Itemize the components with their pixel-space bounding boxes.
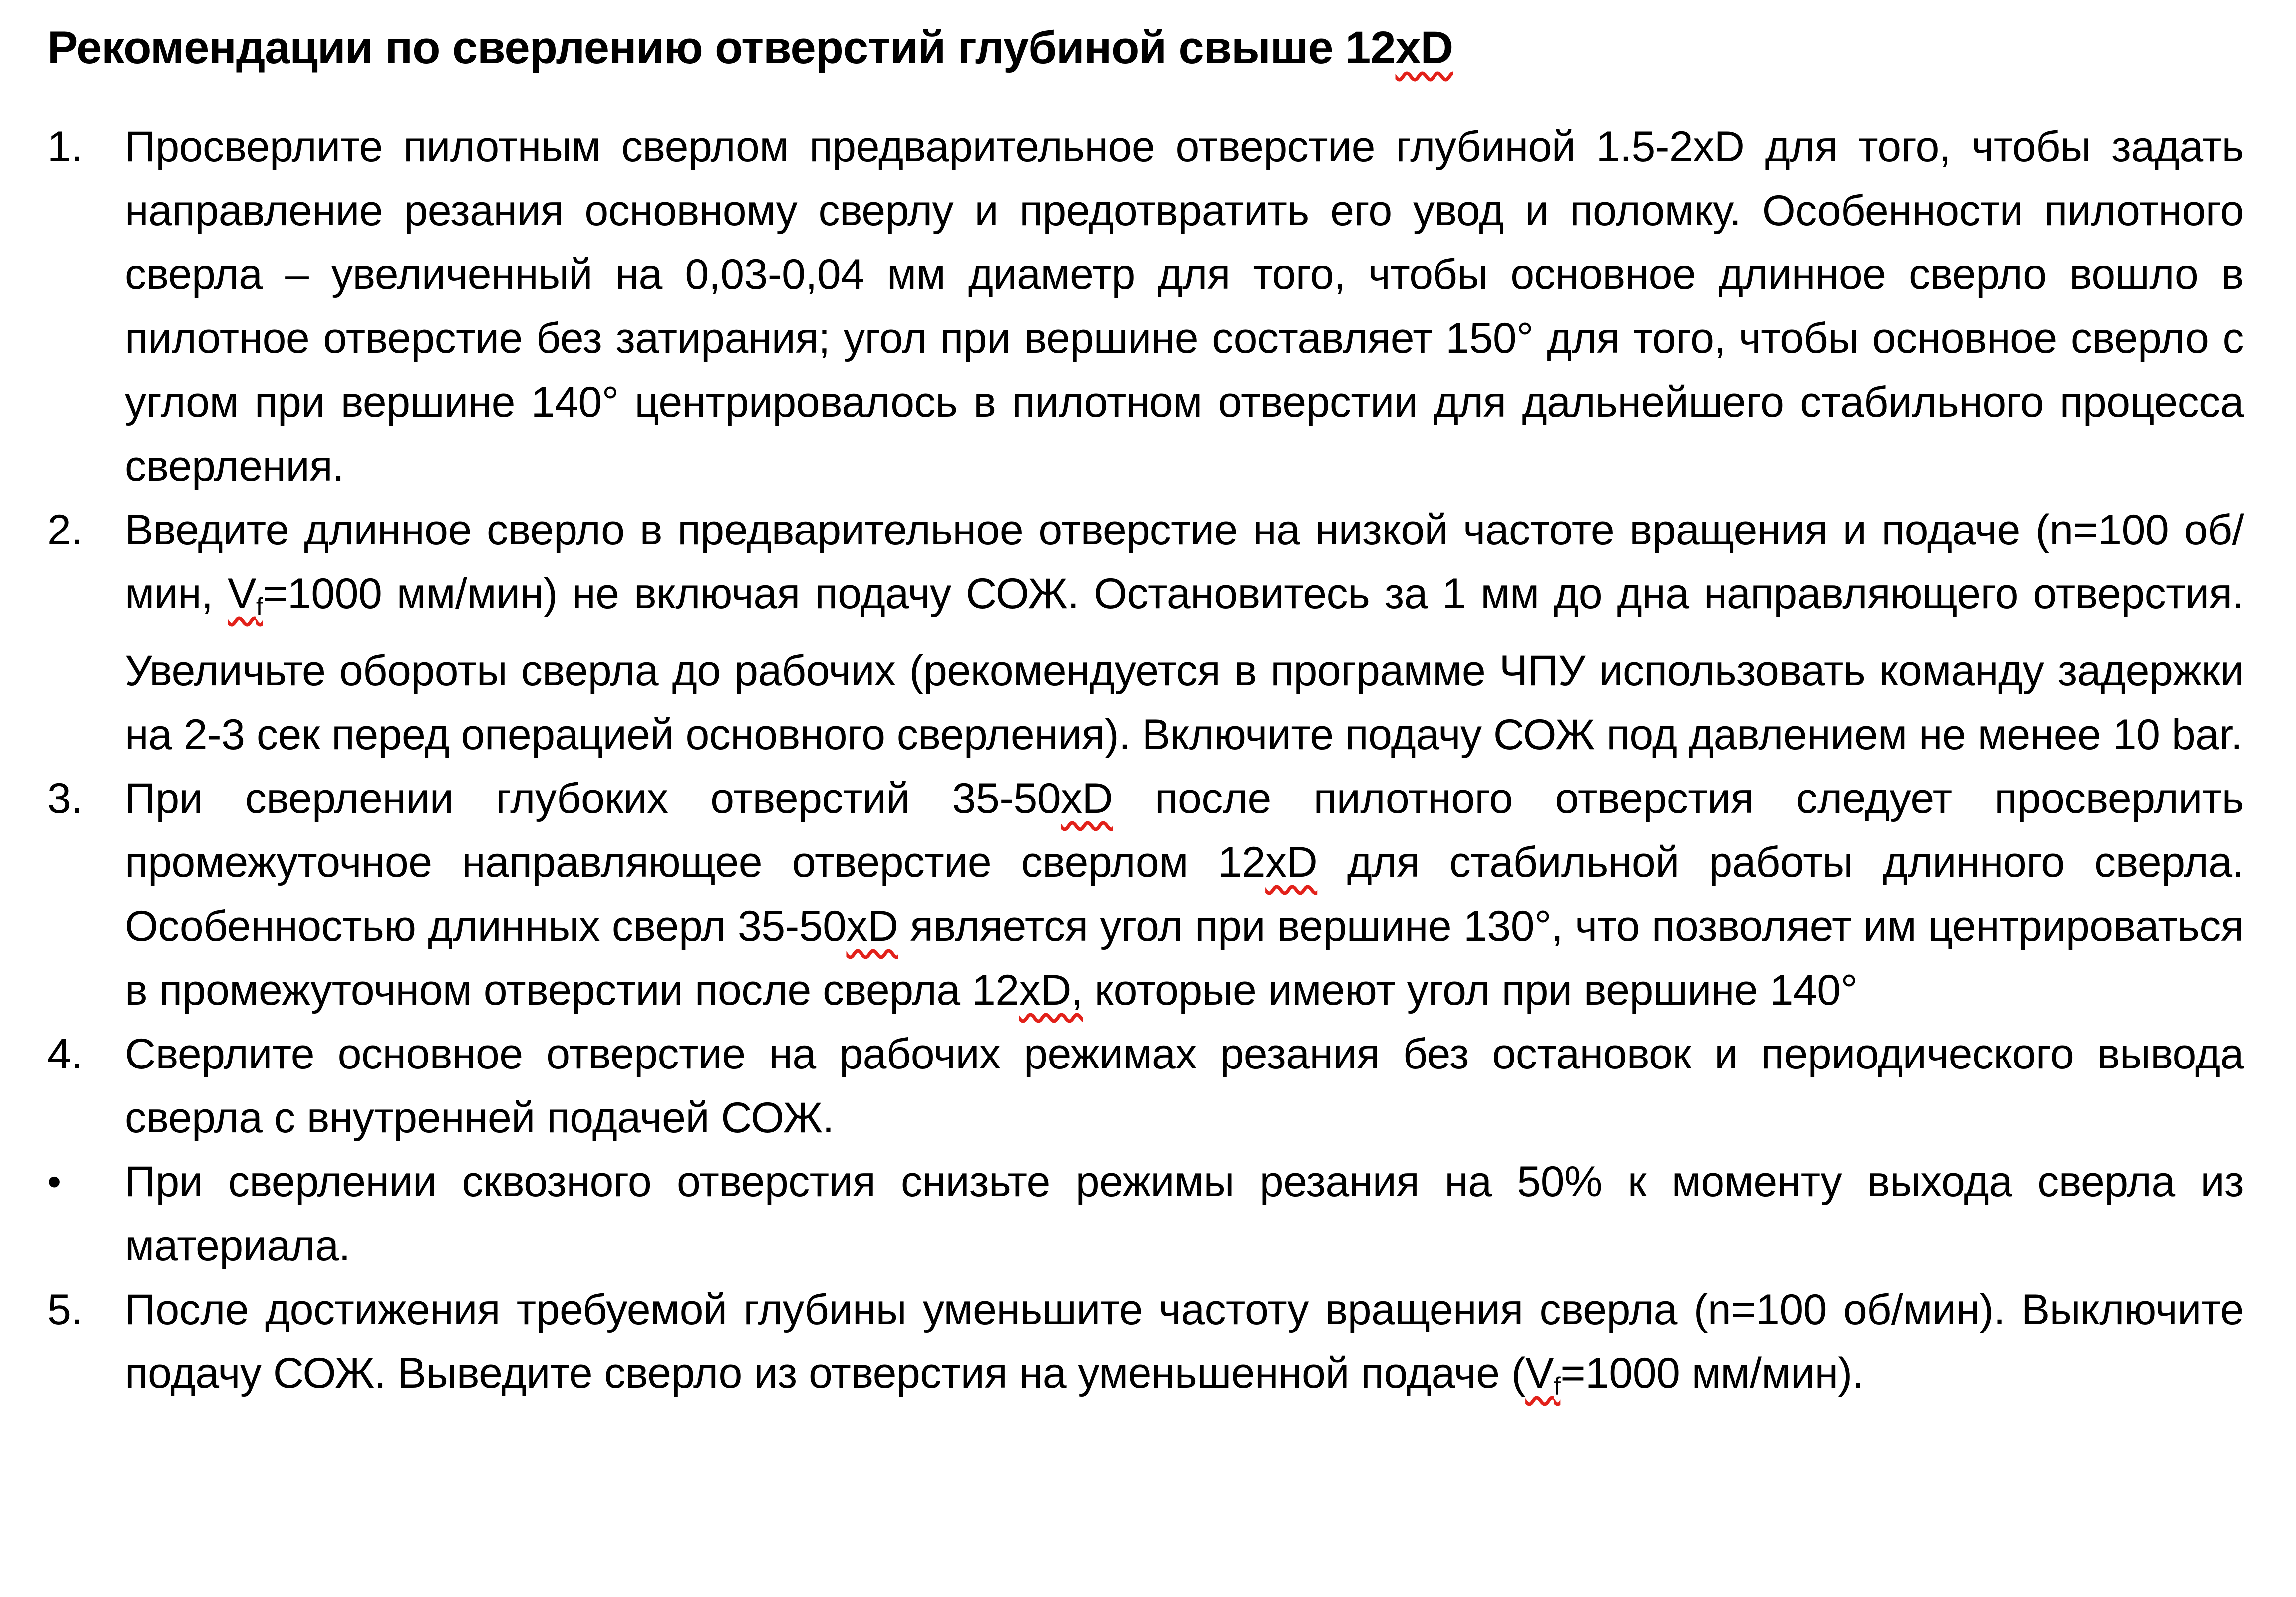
document-title xyxy=(47,13,2244,83)
misspelled-text: xD xyxy=(1265,838,1318,886)
text-run: =1000 мм/мин). xyxy=(1560,1349,1864,1397)
misspelled-text: $V_f$ xyxy=(228,570,263,621)
number-marker: 4. xyxy=(47,1030,83,1078)
item-text xyxy=(125,1158,2244,1270)
text-run: При сверлении сквозного отверстия снизьте режимы резания на 50% к моменту выхода сверла из материала. xyxy=(125,1157,2244,1270)
list-item xyxy=(47,498,2244,767)
item-text xyxy=(125,775,2244,1014)
item-text xyxy=(125,1030,2244,1142)
subscript-text: f xyxy=(256,592,263,621)
recommendations-list xyxy=(47,115,2244,1418)
text-run: Просверлите пилотным сверлом предварительное отверстие глубиной 1.5-2xD для того, чтобы задать направление резания основному сверлу и предотвратить его увод и поломку. Особенности пилотного сверла – увеличенный на 0,03-0,04 мм диаметр для того, чтобы основное длинное сверло вошло в пилотное отверстие без затирания; угол при вершине составляет 150° для того, чтобы основное сверло с углом при вершине 140° центрировалось в пилотном отверстии для дальнейшего стабильного процесса сверления. xyxy=(125,123,2244,490)
list-item xyxy=(47,1022,2244,1150)
misspelled-text: xD xyxy=(846,902,898,950)
text-run: для стабильной работы длинного сверла. Особенностью длинных сверл 35-50 xyxy=(125,838,2244,950)
list-item xyxy=(47,115,2244,498)
number-marker: 1. xyxy=(47,123,83,171)
list-item xyxy=(47,767,2244,1022)
text-run: Сверлите основное отверстие на рабочих режимах резания без остановок и периодического вывода сверла с внутренней подачей СОЖ. xyxy=(125,1030,2244,1142)
number-marker: 2. xyxy=(47,506,83,554)
text-run: После достижения требуемой глубины уменьшите частоту вращения сверла (n=100 об/мин). Выключите подачу СОЖ. Выведите сверло из отверстия на уменьшенной подаче ( xyxy=(125,1285,2244,1397)
misspelled-text: $V_f$ xyxy=(1525,1349,1561,1400)
text-run: При сверлении глубоких отверстий 35-50 xyxy=(125,774,1061,822)
text-run: Рекомендации по сверлению отверстий глубиной свыше 12 xyxy=(47,22,1396,73)
list-item xyxy=(47,1150,2244,1278)
item-text xyxy=(125,506,2244,759)
misspelled-text: xD xyxy=(1395,22,1453,73)
bullet-marker: • xyxy=(47,1159,61,1204)
text-run: является угол при вершине 130°, что позволяет им центрироваться в промежуточном отверстии после сверла 12 xyxy=(125,902,2244,1014)
number-marker: 5. xyxy=(47,1285,83,1333)
subscript-text: f xyxy=(1553,1372,1561,1400)
misspelled-text: xD xyxy=(1061,774,1113,822)
item-text xyxy=(125,1285,2244,1400)
item-text xyxy=(125,123,2244,490)
text-run: Введите длинное сверло в предварительное отверстие на низкой частоте вращения и подаче (n=100 об/мин, xyxy=(125,506,2244,618)
text-run: после пилотного отверстия следует просверлить промежуточное направляющее отверстие сверлом 12 xyxy=(125,774,2244,886)
list-item xyxy=(47,1278,2244,1418)
text-run: которые имеют угол при вершине 140° xyxy=(1083,966,1858,1014)
misspelled-text: xD, xyxy=(1019,966,1083,1014)
text-run: =1000 мм/мин) не включая подачу СОЖ. Остановитесь за 1 мм до дна направляющего отверстия. Увеличьте обороты сверла до рабочих (рекомендуется в программе ЧПУ использовать команду задержки на 2-3 сек перед операцией основного сверления). Включите подачу СОЖ под давлением не менее 10 bar. xyxy=(125,570,2244,759)
number-marker: 3. xyxy=(47,774,83,822)
